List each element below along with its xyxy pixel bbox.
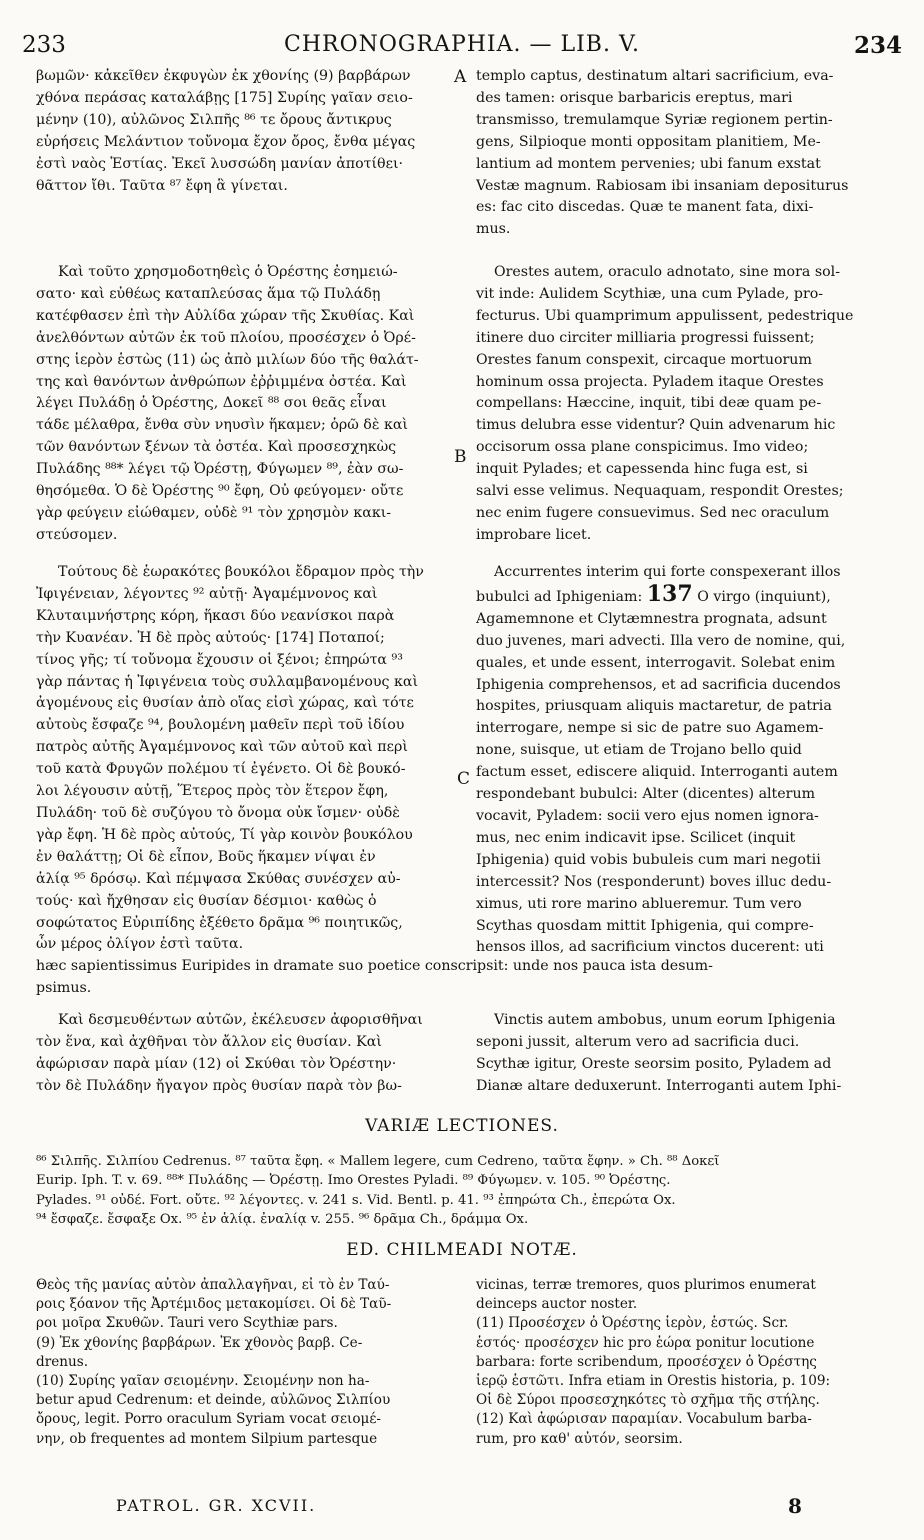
- text-line: ἀνελθόντων αὐτῶν ἐκ τοῦ πλοίου, προσέσχεν ὁ Ὀρέ-: [36, 329, 416, 346]
- text-line: duo juvenes, mari advecti. Illa vero de nomine, qui,: [476, 632, 846, 649]
- footer-series-title: PATROL. GR. XCVII.: [116, 1496, 317, 1515]
- text-line: ἐν θαλάττῃ; Οἱ δὲ εἶπον, Βοῦς ἥκαμεν νίψαι ἐν: [36, 848, 376, 865]
- text-line: Οἱ δὲ Σύροι προσεσχηκότες τὸ σχῆμα τῆς στήλης.: [476, 1392, 820, 1409]
- text-line: Καὶ τοῦτο χρησμοδοτηθεὶς ὁ Ὀρέστης ἐσημειώ-: [58, 264, 398, 280]
- text-line: quales, et unde essent, interrogavit. Solebat enim: [476, 654, 836, 671]
- text-line: Accurrentes interim qui forte conspexerant illos: [494, 564, 841, 580]
- text-line: τὸν δὲ Πυλάδην ἤγαγον πρὸς θυσίαν παρὰ τὸν βω-: [36, 1077, 402, 1094]
- text-line: es: fac cito discedas. Quæ te manent fata, dixi-: [476, 199, 814, 216]
- text-line: gens, Silpioque monti oppositam planitiem, Me-: [476, 133, 821, 150]
- text-line: deinceps auctor noster.: [476, 1296, 638, 1313]
- text-line: itinere duo circiter milliaria progressi fuissent;: [476, 329, 815, 346]
- text-line: στης ἱερὸν ἑστὼς (11) ὡς ἀπὸ μιλίων δύο τῆς θαλάτ-: [36, 351, 419, 368]
- text-line: Iphigenia comprehensos, et ad sacrificia ducendos: [476, 676, 841, 693]
- text-line: τὴν Κυανέαν. Ἡ δὲ πρὸς αὐτούς· [174] Ποταποί;: [36, 629, 385, 646]
- text-line: Πυλάδη· τοῦ δὲ συζύγου τὸ ὄνομα οὐκ ἴσμεν· οὐδὲ: [36, 804, 400, 821]
- text-line: ροις ξόανον τῆς Ἀρτέμιδος μετακομίσει. Οἱ δὲ Ταῦ-: [36, 1296, 392, 1313]
- text-line: mus, nec enim indicavit ipse. Scilicet (inquit: [476, 829, 796, 846]
- text-line: Τούτους δὲ ἑωρακότες βουκόλοι ἔδραμον πρὸς τὴν: [58, 564, 424, 580]
- text-line: intercessit? Nos (responderunt) boves illuc dedu-: [476, 873, 832, 890]
- text-line: (11) Προσέσχεν ὁ Ὀρέστης ἱερὸν, ἑστώς. Scr.: [476, 1315, 789, 1332]
- text-line: respondebant bubulci: Alter (dicentes) alterum: [476, 786, 816, 803]
- text-line: factum esset, ediscere aliquid. Interroganti autem: [476, 764, 838, 781]
- notes-right-column: [476, 1276, 890, 1449]
- text-line: Ἰφιγένειαν, λέγοντες ⁹² αὐτῇ· Ἀγαμέμνονος καὶ: [36, 585, 378, 602]
- text-line: improbare licet.: [476, 526, 592, 543]
- text-line: Orestes autem, oraculo adnotato, sine mora sol-: [494, 264, 841, 280]
- running-head: [22, 32, 902, 60]
- notes-left-column: [36, 1276, 456, 1449]
- text-line: mus.: [476, 221, 511, 238]
- text-line: βωμῶν· κἀκεῖθεν ἐκφυγὼν ἐκ χθονίης (9) βαρβάρων: [36, 68, 411, 84]
- text-line: hominum ossa projecta. Pyladem itaque Orestes: [476, 373, 824, 390]
- text-line: Καὶ δεσμευθέντων αὐτῶν, ἐκέλευσεν ἀφορισθῆναι: [58, 1012, 423, 1028]
- text-line: Iphigenia) quid vobis bubuleis cum mari negotii: [476, 851, 821, 868]
- text-line: τούς· καὶ ἤχθησαν εἰς θυσίαν δέσμιοι· καθὼς ὁ: [36, 892, 377, 909]
- text-line: salvi esse velimus. Nequaquam, respondit Orestes;: [476, 483, 844, 500]
- text-line: γὰρ ἔφη. Ἡ δὲ πρὸς αὐτούς, Τί γὰρ κοινὸν βουκόλου: [36, 826, 413, 843]
- latin-paragraph-3: [476, 562, 890, 959]
- column-number: 137: [646, 583, 693, 607]
- text-line: Θεὸς τῆς μανίας αὐτὸν ἀπαλλαγῆναι, εἰ τὸ ἐν Ταύ-: [36, 1277, 390, 1293]
- greek-paragraph-2: [36, 262, 466, 547]
- text-fragment: bubulci ad Iphigeniam:: [476, 588, 643, 605]
- text-line: betur apud Cedrenum: et deinde, αὐλῶνος Σιλπίου: [36, 1392, 391, 1409]
- text-line: hæc sapientissimus Euripides in dramate suo poetice conscripsit: unde nos pauca ista desum-: [36, 958, 713, 974]
- text-line: ⁸⁶ Σιλπῆς. Σιλπίου Cedrenus. ⁸⁷ ταῦτα ἔφη. « Mallem legere, cum Cedreno, ταῦτα ἔφην. » Ch. ⁸⁸ Δοκεῖ: [36, 1154, 720, 1169]
- text-line: τῶν θανόντων ξένων τὰ ὀστέα. Καὶ προσεσχηκὼς: [36, 439, 397, 456]
- text-line: vocavit, Pyladem: socii vero ejus nomen ignora-: [476, 807, 819, 824]
- greek-paragraph-3: [36, 562, 466, 956]
- margin-letter-c: C: [457, 769, 471, 789]
- greek-paragraph-4: [36, 1010, 466, 1098]
- text-line: γὰρ φεύγειν εἰώθαμεν, οὐδὲ ⁹¹ τὸν χρησμὸν κακι-: [36, 504, 392, 521]
- text-line: χθόνα περάσας καταλάβῃς [175] Συρίης γαῖαν σειο-: [36, 89, 413, 106]
- text-line: τίνος γῆς; τί τοὔνομα ἔχουσιν οἱ ξένοι; ἐπηρώτα ⁹³: [36, 651, 403, 668]
- text-line: σατο· καὶ εὐθέως καταπλεύσας ἅμα τῷ Πυλάδῃ: [36, 285, 381, 302]
- text-line: vicinas, terræ tremores, quos plurimos enumerat: [476, 1277, 816, 1293]
- text-line: θησόμεθα. Ὁ δὲ Ὀρέστης ⁹⁰ ἔφη, Οὐ φεύγομεν· οὔτε: [36, 483, 404, 500]
- text-line: interrogare, nempe si sic de patre suo Agamem-: [476, 720, 824, 737]
- text-line: Vinctis autem ambobus, unum eorum Iphigenia: [494, 1012, 836, 1028]
- text-line: γὰρ πάντας ἡ Ἰφιγένεια τοὺς συλλαμβανομένους καὶ: [36, 673, 419, 690]
- text-line: [476, 584, 890, 609]
- text-line: (10) Συρίης γαῖαν σειομένην. Σειομένην non ha-: [36, 1373, 370, 1390]
- text-line: ἐστὶ ναὸς Ἑστίας. Ἐκεῖ λυσσώδη μανίαν ἀποτίθει·: [36, 155, 404, 172]
- text-line: Dianæ altare deduxerunt. Interroganti autem Iphi-: [476, 1077, 842, 1094]
- text-line: transmisso, tremulamque Syriæ regionem pertin-: [476, 111, 833, 128]
- running-title: CHRONOGRAPHIA. — LIB. V.: [284, 32, 640, 57]
- notes-heading: ED. CHILMEADI NOTÆ.: [346, 1240, 578, 1260]
- text-line: θᾶττον ἴθι. Ταῦτα ⁸⁷ ἔφη ἃ γίνεται.: [36, 177, 288, 194]
- text-line: ἀφώρισαν παρὰ μίαν (12) οἱ Σκύθαι τὸν Ὀρέστην·: [36, 1055, 397, 1072]
- text-line: hospites, priusquam aliquis mactaretur, de patria: [476, 698, 832, 715]
- text-line: seponi jussit, alterum vero ad sacrificia duci.: [476, 1033, 800, 1050]
- latin-paragraph-1: [476, 66, 890, 241]
- text-line: hensos illos, ad sacrificium vinctos ducerent: uti: [476, 939, 824, 956]
- text-line: σοφώτατος Εὐριπίδης ἐξέθετο δρᾶμα ⁹⁶ ποιητικῶς,: [36, 914, 403, 931]
- text-line: fecturus. Ubi quamprimum appulissent, pedestrique: [476, 307, 854, 324]
- text-line: templo captus, destinatum altari sacrificium, eva-: [476, 68, 834, 84]
- text-line: inquit Pylades; et capessenda hinc fuga est, si: [476, 461, 808, 478]
- text-line: (12) Καὶ ἀφώρισαν παραμίαν. Vocabulum barba-: [476, 1411, 812, 1428]
- text-line: νην, ob frequentes ad montem Silpium partesque: [36, 1430, 378, 1447]
- text-line: ὄρους, legit. Porro oraculum Syriam vocat σειομέ-: [36, 1411, 382, 1428]
- text-line: λέγει Πυλάδῃ ὁ Ὀρέστης, Δοκεῖ ⁸⁸ σοι θεᾶς εἶναι: [36, 395, 387, 412]
- text-line: Agamemnone et Clytæmnestra prognata, adsunt: [476, 610, 827, 627]
- variae-lectiones-heading: VARIÆ LECTIONES.: [365, 1116, 559, 1136]
- text-line: occisorum ossa plane conspicimus. Imo video;: [476, 439, 809, 456]
- text-line: πατρὸς αὐτῆς Ἀγαμέμνονος καὶ τῶν αὐτοῦ καὶ περὶ: [36, 739, 408, 756]
- text-line: timus delubra esse videntur? Quin advenarum hic: [476, 417, 836, 434]
- text-line: κατέφθασεν ἐπὶ τὴν Αὐλίδα χώραν τῆς Σκυθίας. Καὶ: [36, 307, 415, 324]
- text-line: (9) Ἐκ χθονίης βαρβάρων. Ἐκ χθονὸς βαρβ. Ce-: [36, 1334, 363, 1351]
- text-line: rum, pro καθ' αὐτόν, seorsim.: [476, 1430, 683, 1447]
- text-line: lantium ad montem pervenies; ubi fanum exstat: [476, 155, 821, 172]
- text-line: Pylades. ⁹¹ οὐδέ. Fort. οὔτε. ⁹² λέγοντες. v. 241 s. Vid. Bentl. p. 41. ⁹³ ἐπηρώτα Ch., ἐπερώτα Ox.: [36, 1192, 676, 1208]
- margin-letter-b: B: [454, 447, 467, 467]
- text-line: ὧν μέρος ὀλίγον ἐστὶ ταῦτα.: [36, 936, 244, 953]
- variae-lectiones: [36, 1152, 892, 1230]
- text-line: nec enim fugere consuevimus. Sed nec oraculum: [476, 504, 830, 521]
- text-line: barbara: forte scribendum, προσέσχεν ὁ Ὀρέστης: [476, 1353, 817, 1370]
- text-fragment: O virgo (inquiunt),: [697, 588, 831, 605]
- text-line: λοι λέγουσιν αὐτῇ, Ἕτερος πρὸς τὸν ἕτερον ἔφη,: [36, 783, 389, 800]
- latin-paragraph-4: [476, 1010, 890, 1098]
- text-line: Orestes fanum conspexit, circaque mortuorum: [476, 351, 812, 368]
- text-line: vit inde: Aulidem Scythiæ, una cum Pylade, pro-: [476, 285, 824, 302]
- text-line: Πυλάδης ⁸⁸* λέγει τῷ Ὀρέστῃ, Φύγωμεν ⁸⁹, ἐὰν σω-: [36, 461, 404, 478]
- text-line: drenus.: [36, 1353, 89, 1370]
- text-line: des tamen: orisque barbaricis ereptus, mari: [476, 89, 793, 106]
- text-line: ἁλίᾳ ⁹⁵ δρόσῳ. Καὶ πέμψασα Σκύθας συνέσχεν αὐ-: [36, 870, 401, 887]
- text-line: στεύσομεν.: [36, 526, 118, 543]
- text-line: ἱερῷ ἑστῶτι. Infra etiam in Orestis historia, p. 109:: [476, 1373, 831, 1390]
- text-line: ροι μοῖρα Σκυθῶν. Tauri vero Scythiæ pars.: [36, 1315, 338, 1332]
- text-line: εὑρήσεις Μελάντιον τοὔνομα ἔχον ὄρος, ἔνθα μέγας: [36, 133, 416, 150]
- full-width-lines: [36, 956, 892, 1000]
- text-line: Scythas quosdam mittit Iphigenia, qui compre-: [476, 917, 814, 934]
- page-number-left: 233: [22, 32, 66, 58]
- text-line: τοῦ κατὰ Φρυγῶν πολέμου τί ἐγένετο. Οἱ δὲ βουκό-: [36, 761, 406, 778]
- text-line: τάδε μέλαθρα, ἔνθα σὺν νηυσὶν ἥκαμεν; ὁρῶ δὲ καὶ: [36, 417, 408, 434]
- margin-letter-a: A: [454, 67, 467, 87]
- text-line: της καὶ θανόντων ἀνθρώπων ἐῤῥιμμένα ὀστέα. Καὶ: [36, 373, 407, 390]
- text-line: psimus.: [36, 979, 92, 996]
- text-line: ⁹⁴ ἔσφαζε. ἔσφαξε Ox. ⁹⁵ ἐν ἁλίᾳ. ἐναλίᾳ v. 255. ⁹⁶ δρᾶμα Ch., δράμμα Ox.: [36, 1212, 529, 1228]
- text-line: Scythæ igitur, Oreste seorsim posito, Pyladem ad: [476, 1055, 832, 1072]
- text-line: Vestæ magnum. Rabiosam ibi insaniam depositurus: [476, 177, 849, 194]
- text-line: Eurip. Iph. T. v. 69. ⁸⁸* Πυλάδης — Ὀρέστῃ. Imo Orestes Pyladi. ⁸⁹ Φύγωμεν. v. 105. ⁹⁰ Ὀρέστης.: [36, 1173, 671, 1189]
- text-line: Κλυταιμνήστρης κόρη, ἥκασι δύο νεανίσκοι παρὰ: [36, 607, 395, 624]
- text-line: μένην (10), αὐλῶνος Σιλπῆς ⁸⁶ τε ὄρους ἄντικρυς: [36, 111, 392, 128]
- text-line: none, suisque, ut etiam de Trojano bello quid: [476, 742, 802, 759]
- greek-paragraph-1: [36, 66, 466, 197]
- text-line: ximus, uti rore marino ablueremur. Tum vero: [476, 895, 802, 912]
- page-number-right: 234: [853, 32, 902, 59]
- text-line: τὸν ἕνα, καὶ ἀχθῆναι τὸν ἄλλον εἰς θυσίαν. Καὶ: [36, 1033, 382, 1050]
- text-line: compellans: Hæccine, inquit, tibi deæ quam pe-: [476, 395, 822, 412]
- latin-paragraph-2: [476, 262, 890, 547]
- footer-signature: 8: [788, 1494, 802, 1518]
- text-line: αὐτοὺς ἔσφαζε ⁹⁴, βουλομένη μαθεῖν περὶ τοῦ ἰδίου: [36, 717, 405, 734]
- text-line: ἀγομένους εἰς θυσίαν ἀπὸ οἵας εἰσὶ χώρας, καὶ τότε: [36, 695, 414, 712]
- text-line: ἑστός· προσέσχεν hic pro ἑώρα ponitur locutione: [476, 1334, 815, 1351]
